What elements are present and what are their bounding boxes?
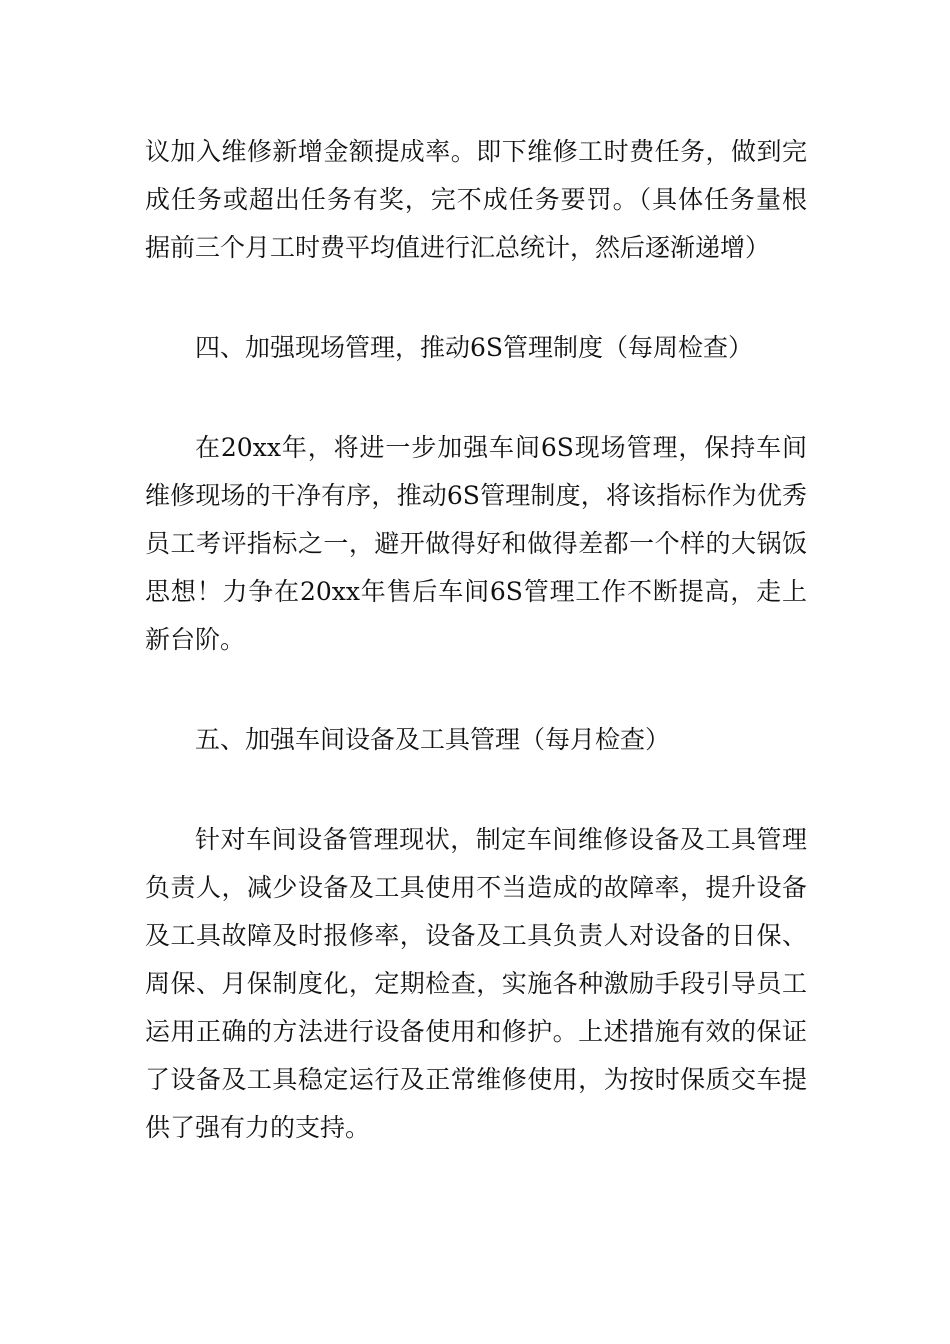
section-four-heading: 四、加强现场管理，推动6S管理制度（每周检查）: [195, 333, 754, 362]
paragraph-continued: 议加入维修新增金额提成率。即下维修工时费任务，做到完成任务或超出任务有奖，完不成任务要罚。（具体任务量根据前三个月工时费平均值进行汇总统计，然后逐渐递增）: [145, 137, 807, 262]
paragraph-gap: [145, 372, 807, 424]
document-body: [145, 128, 807, 1152]
section-five-body: 针对车间设备管理现状，制定车间维修设备及工具管理负责人，减少设备及工具使用不当造成的故障率，提升设备及工具故障及时报修率，设备及工具负责人对设备的日保、周保、月保制度化，定期检查，实施各种激励手段引导员工运用正确的方法进行设备使用和修护。上述措施有效的保证了设备及工具稳定运行及正常维修使用，为按时保质交车提供了强有力的支持。: [145, 825, 807, 1142]
section-five-heading: 五、加强车间设备及工具管理（每月检查）: [195, 725, 671, 754]
paragraph-gap: [145, 664, 807, 716]
paragraph-gap: [145, 272, 807, 324]
section-four-body: 在20xx年，将进一步加强车间6S现场管理，保持车间维修现场的干净有序，推动6S管理制度，将该指标作为优秀员工考评指标之一，避开做得好和做得差都一个样的大锅饭思想！力争在20xx年售后车间6S管理工作不断提高，走上新台阶。: [145, 433, 807, 654]
paragraph-gap: [145, 764, 807, 816]
